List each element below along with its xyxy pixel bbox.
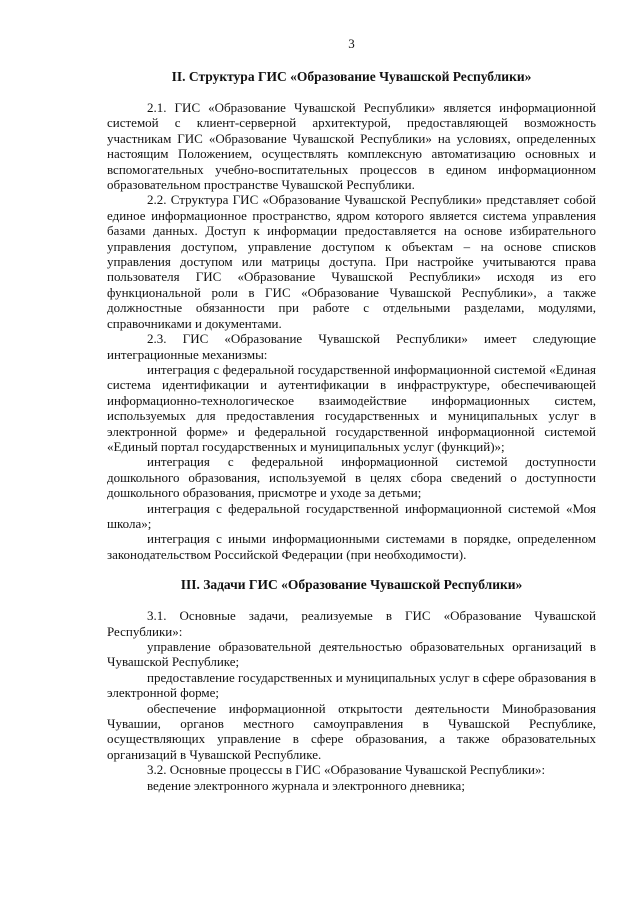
paragraph: интеграция с федеральной информационной системой доступности дошкольного образования, используемой в целях сбора сведений о доступности дошкольного образования, присмотре и уходе за детьми;	[107, 454, 596, 501]
paragraph: 3.2. Основные процессы в ГИС «Образование Чувашской Республики»:	[147, 762, 546, 778]
paragraph: 2.2. Структура ГИС «Образование Чувашской Республики» представляет собой единое информационное пространство, ядром которого является система управления базами данных. Доступ к информации предоставляется на основе избирательного управления доступом, управление доступом к объектам – на основе списков управления доступом или матрицы доступа. При настройке учитываются права пользователя ГИС «Образование Чувашской Республики» исходя из его функциональной роли в ГИС «Образование Чувашской Республики», а также должностные обязанности при работе с отдельными разделами, модулями, справочниками и документами.	[107, 192, 596, 331]
paragraph: интеграция с федеральной государственной информационной системой «Моя школа»;	[107, 500, 596, 531]
paragraph: 3.1. Основные задачи, реализуемые в ГИС «Образование Чувашской Республики»:	[107, 608, 596, 639]
paragraph: 2.3. ГИС «Образование Чувашской Республики» имеет следующие интеграционные механизмы:	[107, 331, 596, 362]
paragraph: обеспечение информационной открытости деятельности Минобразования Чувашии, органов местного самоуправления в Чувашской Республике, осуществляющих управление в сфере образования, а также образовательных организаций в Чувашской Республике.	[107, 700, 596, 762]
section-structure	[107, 68, 596, 562]
paragraph: управление образовательной деятельностью образовательных организаций в Чувашской Республике;	[107, 639, 596, 670]
paragraph: интеграция с иными информационными системами в порядке, определенном законодательством Российской Федерации (при необходимости).	[107, 531, 596, 562]
paragraph: интеграция с федеральной государственной информационной системой «Единая система идентификации и аутентификации в инфраструктуре, обеспечивающей информационно-технологическое взаимодействие информационных систем, используемых для предоставления государственных и муниципальных услуг в электронной форме» и федеральной государственной информационной системой «Единый портал государственных и муниципальных услуг (функций)»;	[107, 361, 596, 454]
page-number: 3	[348, 36, 355, 51]
section-tasks	[107, 576, 596, 793]
section-title: II. Структура ГИС «Образование Чувашской Республики»	[171, 69, 532, 84]
section-title: III. Задачи ГИС «Образование Чувашской Республики»	[180, 577, 523, 593]
paragraph: 2.1. ГИС «Образование Чувашской Республики» является информационной системой с клиент-серверной архитектурой, предоставляющей возможность участникам ГИС «Образование Чувашской Республики» на условиях, определенных настоящим Положением, осуществлять комплексную автоматизацию основных и вспомогательных учебно-воспитательных процессов в едином информационном образовательном пространстве Чувашской Республики.	[107, 100, 596, 193]
paragraph: предоставление государственных и муниципальных услуг в сфере образования в электронной форме;	[107, 669, 597, 701]
paragraph: ведение электронного журнала и электронного дневника;	[147, 777, 465, 793]
